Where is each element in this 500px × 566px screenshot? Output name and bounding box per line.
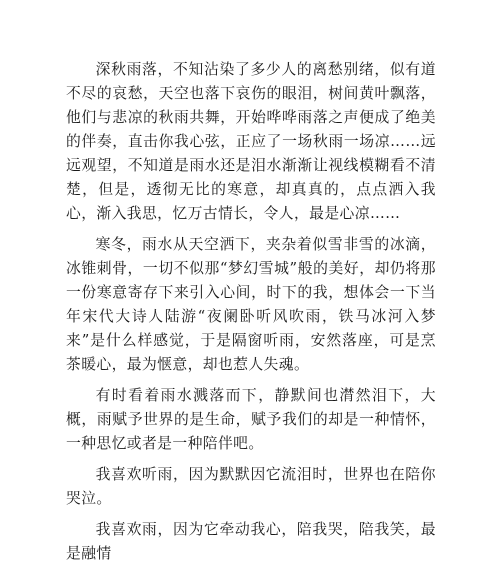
paragraph-winter-rain: 寒冬，雨水从天空洒下，夹杂着似雪非雪的冰滴，冰锥刺骨，一切不似那“梦幻雪城”般的美好，却仍将那一份寒意寄存下来引入心间，时下的我，想体会一下当年宋代大诗人陆游“夜阑卧听风吹雨，铁马冰河入梦来”是什么样感觉，于是隔窗听雨，安然落座，可是烹茶暖心，最为惬意，却也惹人失魂。 [66,236,436,373]
paragraph-like-listening: 我喜欢听雨，因为默默因它流泪时，世界也在陪你哭泣。 [66,466,436,507]
article-body [66,58,436,566]
paragraph-autumn-rain: 深秋雨落，不知沾染了多少人的离愁别绪，似有道不尽的哀愁，天空也落下哀伤的眼泪，树间黄叶飘落，他们与悲凉的秋雨共舞，开始哗哗雨落之声便成了绝美的伴奏，直击你我心弦，正应了一场秋雨一场凉……远远观望，不知道是雨水还是泪水渐渐让视线模糊看不清楚，但是，透彻无比的寒意，却真真的，点点洒入我心，渐入我思，忆万古情长，令人，最是心凉…… [66,61,436,222]
paragraph-rain-reflection: 有时看着雨水溅落而下，静默间也潸然泪下，大概，雨赋予世界的是生命，赋予我们的却是一种情怀，一种思忆或者是一种陪伴吧。 [66,387,436,452]
paragraph-like-rain: 我喜欢雨，因为它牵动我心，陪我哭，陪我笑，最是融情 [66,521,436,562]
